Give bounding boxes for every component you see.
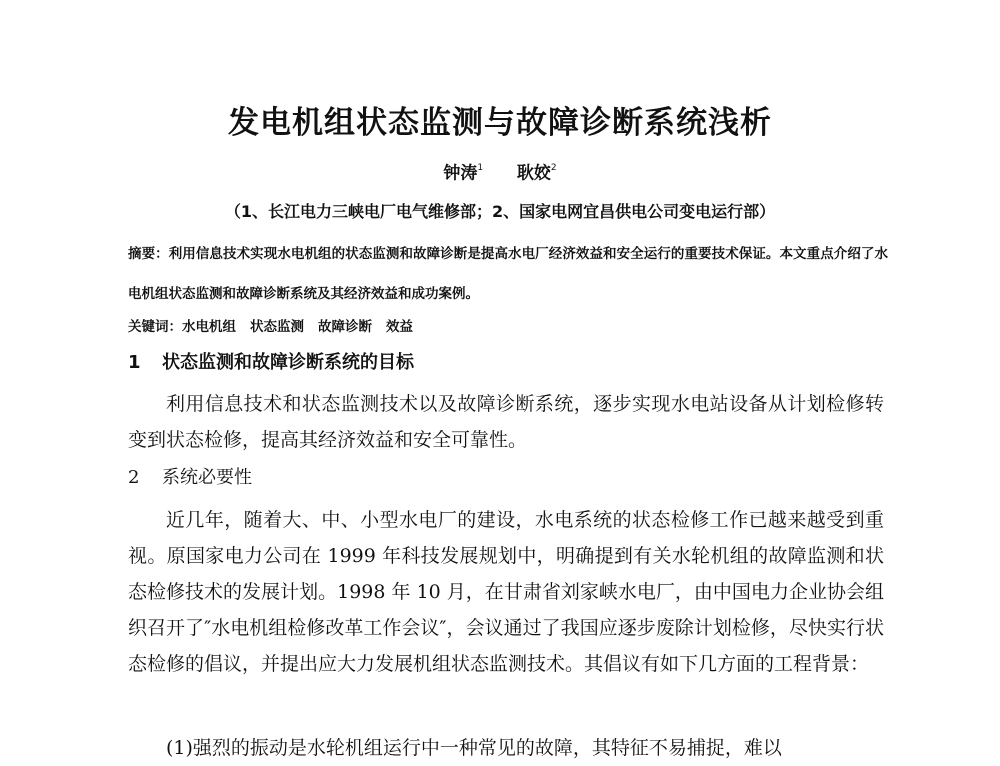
keyword: 水电机组 bbox=[182, 319, 236, 335]
section-title: 系统必要性 bbox=[162, 467, 252, 488]
keyword: 故障诊断 bbox=[318, 319, 372, 335]
keyword: 状态监测 bbox=[250, 319, 304, 335]
section-number: 2 bbox=[128, 467, 140, 488]
section-title: 状态监测和故障诊断系统的目标 bbox=[162, 352, 414, 373]
body-paragraph-continued: (1)强烈的振动是水轮机组运行中一种常见的故障，其特征不易捕捉，难以 bbox=[166, 737, 782, 759]
paper-title: 发电机组状态监测与故障诊断系统浅析 bbox=[228, 105, 772, 141]
author-affiliation-mark: 1 bbox=[477, 163, 484, 173]
affiliations: （1、长江电力三峡电厂电气维修部；2、国家电网宜昌供电公司变电运行部） bbox=[224, 202, 776, 221]
section-heading bbox=[128, 350, 414, 376]
author-name: 钟涛 bbox=[443, 163, 478, 184]
body-paragraph: 近几年，随着大、中、小型水电厂的建设，水电系统的状态检修工作已越来越受到重视。原国家电力公司在 1999 年科技发展规划中，明确提到有关水轮机组的故障监测和状态检修技术的发展计划。1998 年 10 月，在甘肃省刘家峡水电厂，由中国电力企业协会组织召开了″水电机组检修改革工作会议″，会议通过了我国应逐步废除计划检修，尽快实行状态检修的倡议，并提出应大力发展机组状态监测技术。其倡议有如下几方面的工程背景： bbox=[128, 509, 884, 675]
keywords-label: 关键词： bbox=[128, 319, 182, 335]
author-name: 耿姣 bbox=[516, 163, 551, 184]
section-heading bbox=[128, 465, 252, 491]
author-line bbox=[0, 158, 1000, 186]
body-paragraph: 利用信息技术和状态监测技术以及故障诊断系统，逐步实现水电站设备从计划检修转变到状态检修，提高其经济效益和安全可靠性。 bbox=[128, 393, 884, 451]
keyword: 效益 bbox=[386, 319, 413, 335]
author-affiliation-mark: 2 bbox=[550, 163, 557, 173]
abstract: 摘要：利用信息技术实现水电机组的状态监测和故障诊断是提高水电厂经济效益和安全运行的重要技术保证。本文重点介绍了水电机组状态监测和故障诊断系统及其经济效益和成功案例。 bbox=[128, 246, 888, 302]
keywords-line bbox=[128, 315, 427, 339]
section-number: 1 bbox=[128, 352, 141, 373]
